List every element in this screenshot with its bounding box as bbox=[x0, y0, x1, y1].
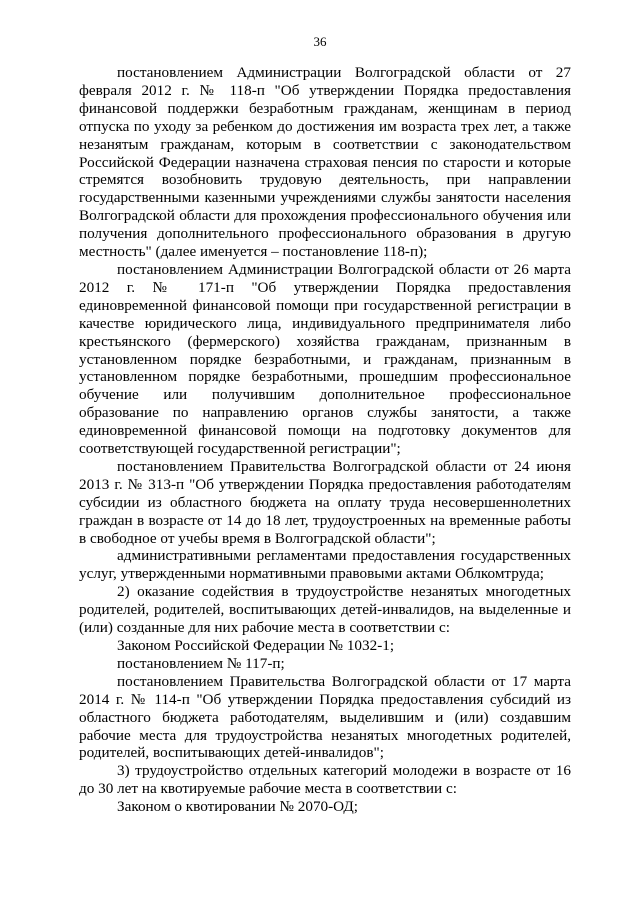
document-body bbox=[79, 64, 571, 816]
paragraph-quota-law: Законом о квотировании № 2070-ОД; bbox=[117, 798, 358, 816]
paragraph-resolution-171p: постановлением Администрации Волгоградской области от 26 марта 2012 г. № 171-п "Об утверждении Порядка предоставления единовременной финансовой помощи при государственной регистрации в качестве юридического лица, индивидуального предпринимателя либо крестьянского (фермерского) хозяйства гражданам, признанным в установленном порядке безработными, и гражданам, признанным в установленном порядке безработными, прошедшим профессиональное обучение или получившим дополнительное профессиональное образование по направлению органов службы занятости, а также единовременной финансовой помощи на подготовку документов для соответствующей государственной регистрации"; bbox=[79, 260, 571, 458]
paragraph-item-2: 2) оказание содействия в трудоустройстве незанятых многодетных родителей, родителей, воспитывающих детей-инвалидов, на выделенные и (или) созданные для них рабочие места в соответствии с: bbox=[79, 583, 571, 637]
paragraph-resolution-118p: постановлением Администрации Волгоградской области от 27 февраля 2012 г. № 118-п "Об утверждении Порядка предоставления финансовой поддержки безработным гражданам, женщинам в период отпуска по уходу за ребенком до достижения им возраста трех лет, а также незанятым гражданам, которым в соответствии с законодательством Российской Федерации назначена страховая пенсия по старости и которые стремятся возобновить трудовую деятельность, при направлении государственными казенными учреждениями службы занятости населения Волгоградской области для прохождения профессионального обучения или получения дополнительного профессионального образования в другую местность" (далее именуется – постановление 118-п); bbox=[79, 64, 571, 261]
paragraph-resolution-114p: постановлением Правительства Волгоградской области от 17 марта 2014 г. № 114-п "Об утверждении Порядка предоставления субсидий из областного бюджета работодателям, выделившим и (или) создавшим рабочие места для трудоустройства незанятых многодетных родителей, родителей, воспитывающих детей-инвалидов"; bbox=[79, 672, 571, 762]
page-number: 36 bbox=[313, 34, 327, 49]
paragraph-item-3: 3) трудоустройство отдельных категорий молодежи в возрасте от 16 до 30 лет на квотируемые рабочие места в соответствии с: bbox=[79, 762, 571, 798]
paragraph-resolution-117p: постановлением № 117-п; bbox=[117, 654, 285, 672]
paragraph-admin-regulations: административными регламентами предоставления государственных услуг, утвержденными нормативными правовыми актами Облкомтруда; bbox=[79, 547, 571, 583]
paragraph-law-1032-1: Законом Российской Федерации № 1032-1; bbox=[117, 637, 395, 654]
paragraph-resolution-313p: постановлением Правительства Волгоградской области от 24 июня 2013 г. № 313-п "Об утверждении Порядка предоставления работодателям субсидии из областного бюджета на оплату труда несовершеннолетних граждан в возрасте от 14 до 18 лет, трудоустроенных на временные работы в свободное от учебы время в Волгоградской области"; bbox=[79, 457, 571, 547]
